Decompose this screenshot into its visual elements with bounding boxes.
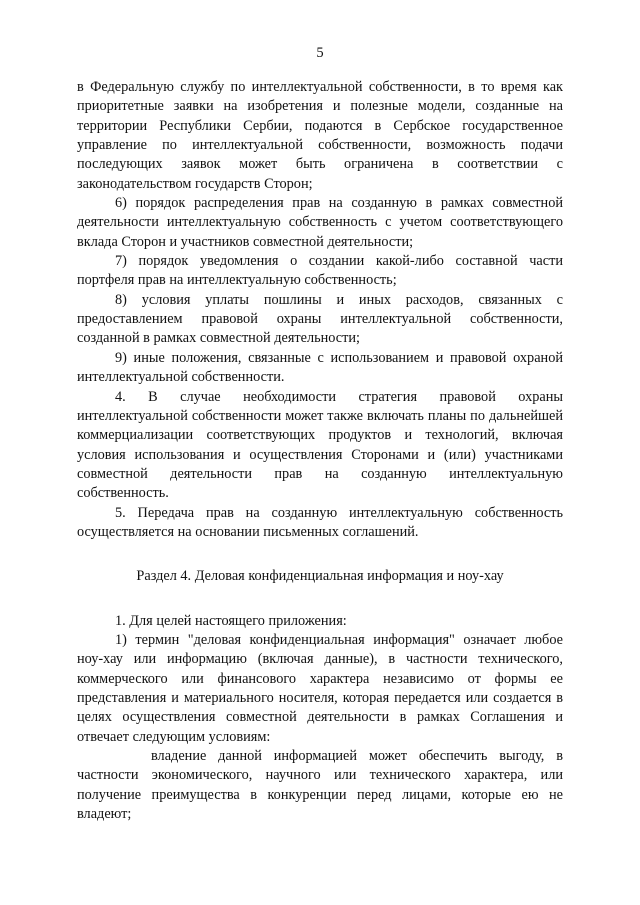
list-item-8: 8) условия уплаты пошлины и иных расходов, связанных с предоставлением правовой охраны интеллектуальной собственности, созданной в рамках совместной деятельности; xyxy=(77,291,563,347)
list-item-6: 6) порядок распределения прав на созданную в рамках совместной деятельности интеллектуальную собственность с учетом соответствующего вклада Сторон и участников совместной деятельности; xyxy=(77,195,563,250)
page-number: 5 xyxy=(316,45,324,61)
list-item-9: 9) иные положения, связанные с использованием и правовой охраной интеллектуальной собственности. xyxy=(77,349,563,386)
section-heading: Раздел 4. Деловая конфиденциальная информация и ноу-хау xyxy=(136,568,504,585)
section-4-definition-1: 1) термин "деловая конфиденциальная информация" означает любое ноу-хау или информацию (включая данные), в частности технического, коммерческого или финансового характера независимо от формы ее представления и материального носителя, которая передается или создается в целях осуществления совместной деятельности в рамках Соглашения и отвечает следующим условиям: xyxy=(77,631,563,745)
list-item-7: 7) порядок уведомления о создании какой-либо составной части портфеля прав на интеллектуальную собственность; xyxy=(77,253,563,289)
paragraph-continuation: в Федеральную службу по интеллектуальной собственности, в то время как приоритетные заявки на изобретения и полезные модели, созданные на территории Республики Сербии, подаются в Сербское государственное управление по интеллектуальной собственности, возможность подачи последующих заявок может быть ограничена в соответствии с законодательством государств Сторон; xyxy=(77,79,563,192)
clause-5: 5. Передача прав на созданную интеллектуальную собственность осуществляется на основании письменных соглашений. xyxy=(77,504,563,540)
section-4-clause-1: 1. Для целей настоящего приложения: xyxy=(115,612,347,629)
clause-4: 4. В случае необходимости стратегия правовой охраны интеллектуальной собственности может также включать планы по дальнейшей коммерциализации соответствующих продуктов и технологий, включая условия использования и осуществления Сторонами и (или) участниками совместной деятельности прав на созданную интеллектуальную собственность. xyxy=(77,388,563,502)
document-body xyxy=(77,78,563,824)
definition-condition: владение данной информацией может обеспечить выгоду, в частности экономического, научного или технического характера, или получение преимущества в конкуренции перед лицами, которые ею не владеют; xyxy=(77,748,563,823)
